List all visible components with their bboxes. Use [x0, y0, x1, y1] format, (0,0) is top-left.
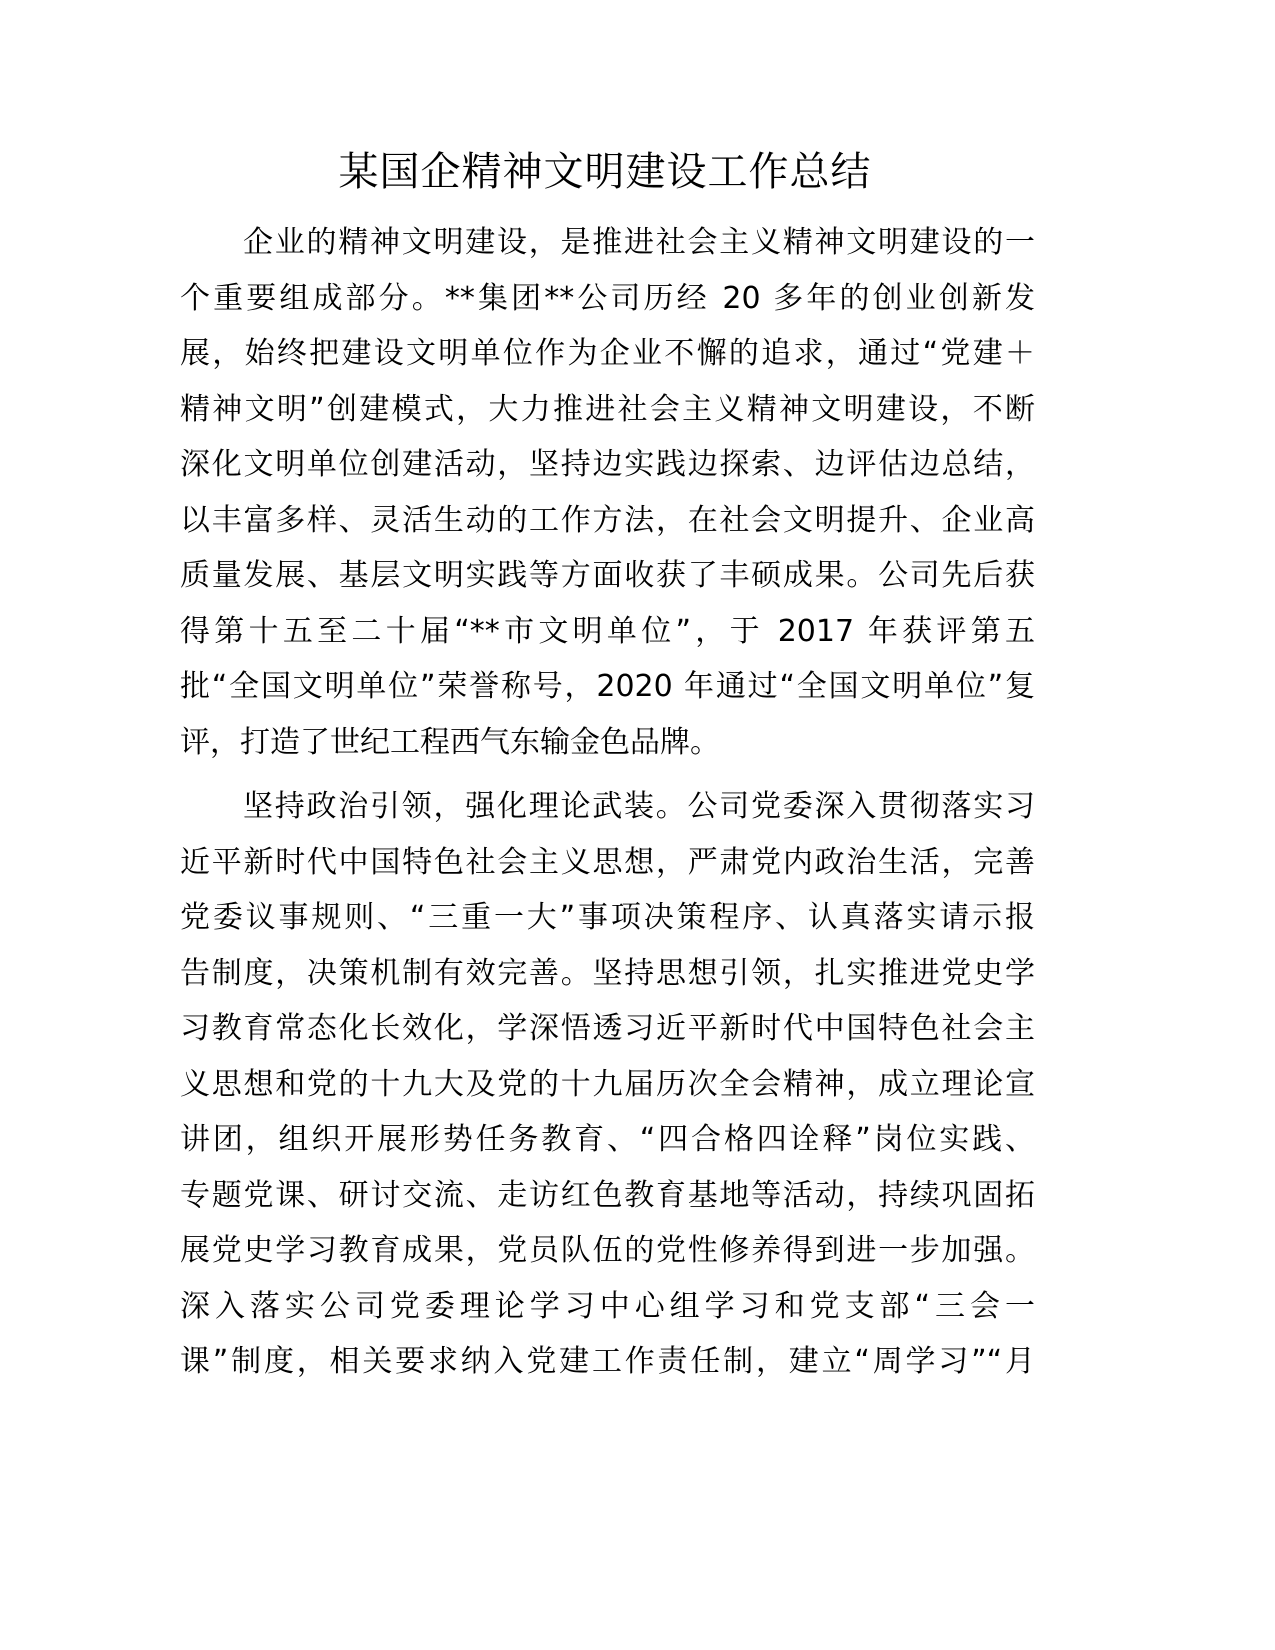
text-line: 批“全国文明单位”荣誉称号，2020 年通过“全国文明单位”复 — [180, 669, 1035, 704]
text-line: 精神文明”创建模式，大力推进社会主义精神文明建设，不断 — [180, 391, 1035, 427]
text-line: 坚持政治引领，强化理论武装。公司党委深入贯彻落实习 — [243, 789, 1035, 824]
text-line: 义思想和党的十九大及党的十九届历次全会精神，成立理论宣 — [180, 1066, 1035, 1102]
text-line: 以丰富多样、灵活生动的工作方法，在社会文明提升、企业高 — [180, 502, 1035, 538]
text-line: 习教育常态化长效化，学深悟透习近平新时代中国特色社会主 — [180, 1011, 1035, 1046]
text-line: 评，打造了世纪工程西气东输金色品牌。 — [180, 724, 720, 760]
document-title: 某国企精神文明建设工作总结 — [338, 149, 872, 195]
text-line: 讲团，组织开展形势任务教育、“四合格四诠释”岗位实践、 — [180, 1122, 1035, 1157]
paragraph-intro — [180, 215, 1035, 770]
text-line: 党委议事规则、“三重一大”事项决策程序、认真落实请示报 — [180, 900, 1035, 935]
text-line: 深化文明单位创建活动，坚持边实践边探索、边评估边总结， — [180, 447, 1035, 482]
text-line: 课”制度，相关要求纳入党建工作责任制，建立“周学习”“月 — [180, 1344, 1035, 1379]
text-line: 个重要组成部分。**集团**公司历经 20 多年的创业创新发 — [180, 280, 1035, 316]
text-line: 深入落实公司党委理论学习中心组学习和党支部“三会一 — [180, 1288, 1035, 1324]
text-line: 告制度，决策机制有效完善。坚持思想引领，扎实推进党史学 — [180, 955, 1035, 991]
text-line: 展，始终把建设文明单位作为企业不懈的追求，通过“党建＋ — [180, 336, 1035, 371]
text-line: 专题党课、研讨交流、走访红色教育基地等活动，持续巩固拓 — [180, 1177, 1035, 1213]
text-line: 质量发展、基层文明实践等方面收获了丰硕成果。公司先后获 — [180, 558, 1035, 593]
text-line: 得第十五至二十届“**市文明单位”，于 2017 年获评第五 — [180, 613, 1035, 649]
text-line: 展党史学习教育成果，党员队伍的党性修养得到进一步加强。 — [180, 1233, 1035, 1268]
text-line: 近平新时代中国特色社会主义思想，严肃党内政治生活，完善 — [180, 844, 1035, 880]
paragraph-political-leadership — [180, 779, 1035, 1390]
text-line: 企业的精神文明建设，是推进社会主义精神文明建设的一 — [243, 225, 1035, 260]
